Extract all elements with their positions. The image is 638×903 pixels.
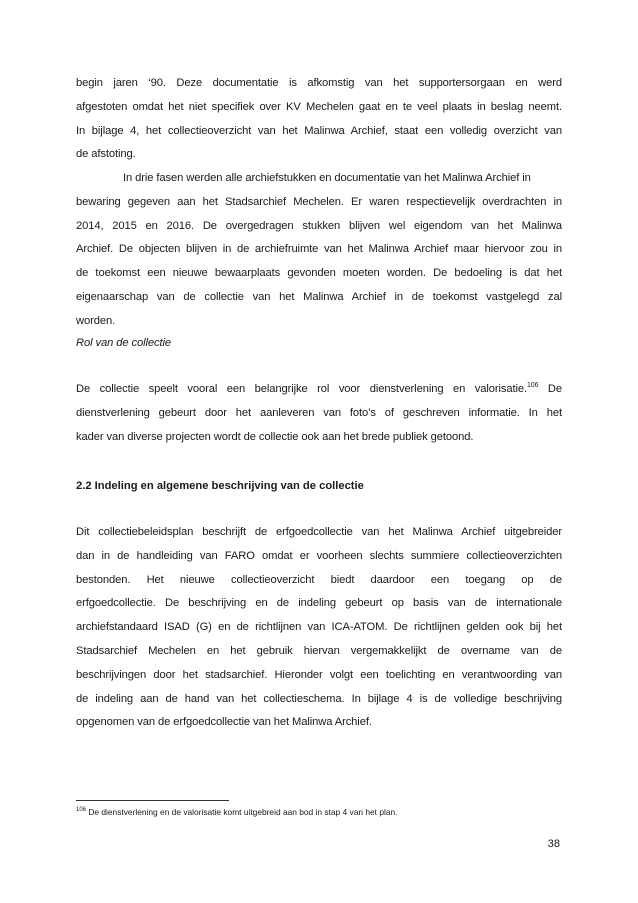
section-heading — [76, 478, 562, 494]
text-line: dienstverlening gebeurt door het aanleveren van foto’s of geschreven informatie. In het — [76, 406, 562, 419]
text-segment: De collectie speelt vooral een belangrijke rol voor dienstverlening en valorisatie. — [76, 383, 527, 395]
footnote-text: De dienstverlening en de valorisatie komt uitgebreid aan bod in stap 4 van het plan. — [86, 807, 398, 817]
paragraph-4 — [76, 521, 562, 735]
text-line — [76, 378, 562, 402]
text-line: beschrijvingen door het stadsarchief. Hieronder volgt een toelichting en verantwoording van — [76, 668, 562, 681]
paragraph-3 — [76, 378, 562, 449]
subheading-role — [76, 332, 562, 356]
text-line: dan in de handleiding van FARO omdat er voorheen slechts summiere collectieoverzichten — [76, 549, 562, 562]
footnote-reference: 106 — [526, 382, 539, 389]
text-line: archiefstandaard ISAD (G) en de richtlijnen van ICA-ATOM. De richtlijnen gelden ook bij het — [76, 621, 562, 634]
paragraph-2 — [76, 167, 562, 334]
text-line: worden. — [76, 314, 116, 327]
text-line: afgestoten omdat het niet specifiek over KV Mechelen gaat en te veel plaats in beslag neemt. — [76, 100, 562, 113]
paragraph-1 — [76, 72, 562, 167]
text-line: kader van diverse projecten wordt de collectie ook aan het brede publiek getoond. — [76, 430, 474, 443]
section-heading-text: 2.2 Indeling en algemene beschrijving van de collectie — [76, 480, 364, 492]
text-line: eigenaarschap van de collectie van het Malinwa Archief in de toekomst vastgelegd zal — [76, 290, 562, 303]
text-line: de toekomst een nieuwe bewaarplaats gevonden moeten worden. De bedoeling is dat het — [76, 267, 562, 280]
text-line: de indeling aan de hand van het collectieschema. In bijlage 4 is de volledige beschrijving — [76, 692, 562, 705]
page-number: 38 — [547, 838, 560, 850]
text-line: bestonden. Het nieuwe collectieoverzicht biedt daardoor een toegang op de — [76, 573, 562, 586]
text-line: begin jaren ‘90. Deze documentatie is afkomstig van het supportersorgaan en werd — [76, 77, 562, 89]
text-segment: De — [538, 383, 562, 395]
text-line: In drie fasen werden alle archiefstukken en documentatie van het Malinwa Archief in — [123, 172, 531, 184]
text-line: Stadsarchief Mechelen en het gebruik hiervan vergemakkelijkt de overname van de — [76, 644, 562, 657]
text-line: opgenomen van de erfgoedcollectie van het Malinwa Archief. — [76, 716, 372, 729]
footnote-number: 106 — [76, 807, 87, 813]
text-line: 2014, 2015 en 2016. De overgedragen stukken blijven wel eigendom van het Malinwa — [76, 219, 562, 232]
text-line: erfgoedcollectie. De beschrijving en de indeling gebeurt op basis van de internationale — [76, 597, 562, 610]
footnote-separator — [76, 800, 229, 801]
text-line: Dit collectiebeleidsplan beschrijft de erfgoedcollectie van het Malinwa Archief uitgebreider — [76, 526, 562, 538]
text-line: In bijlage 4, het collectieoverzicht van het Malinwa Archief, staat een volledig overzicht van — [76, 124, 562, 137]
text-line: Archief. De objecten blijven in de archiefruimte van het Malinwa Archief maar hiervoor zou in — [76, 243, 562, 256]
text-line: de afstoting. — [76, 148, 136, 161]
subheading-text: Rol van de collectie — [76, 337, 172, 349]
text-line: bewaring gegeven aan het Stadsarchief Mechelen. Er waren respectievelijk overdrachten in — [76, 195, 562, 208]
footnote — [76, 805, 398, 819]
